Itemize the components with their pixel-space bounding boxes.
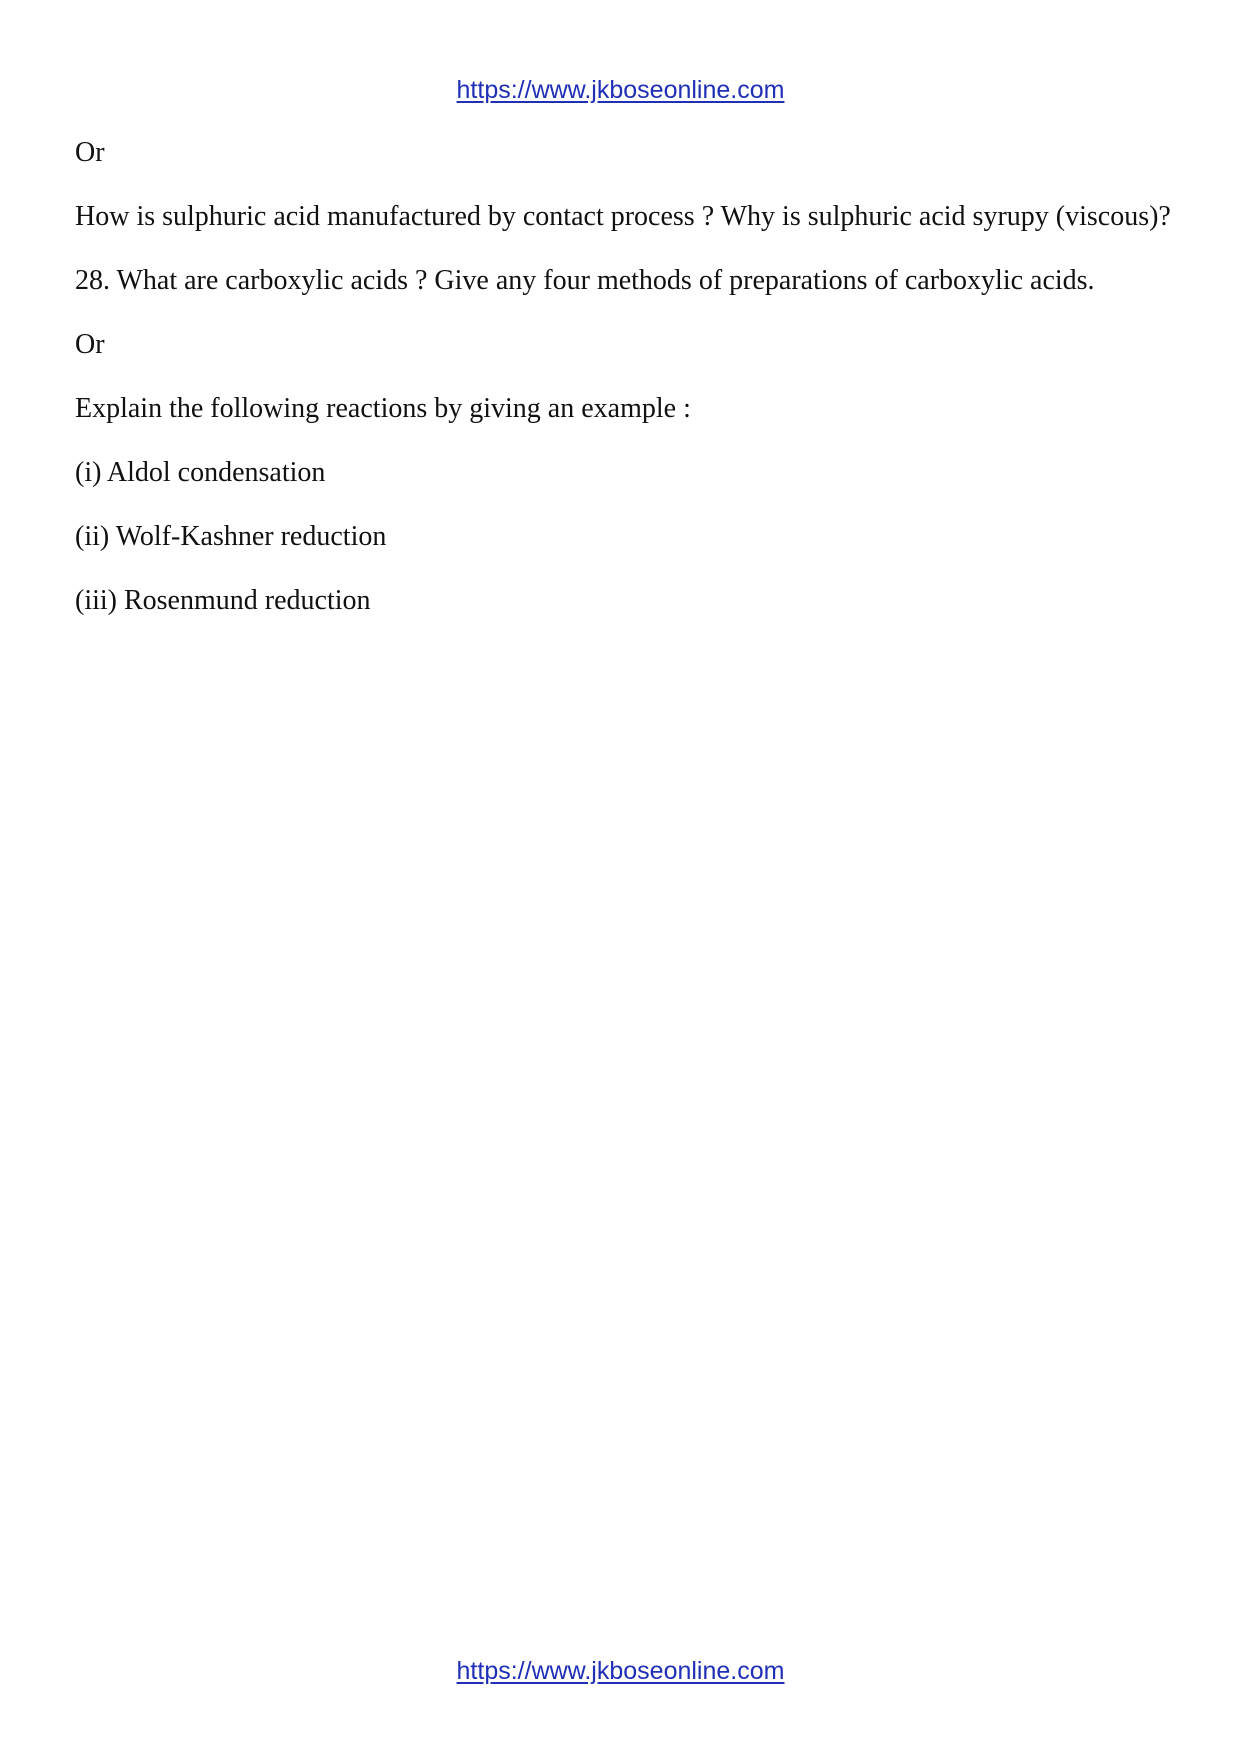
footer-url-link[interactable]: https://www.jkboseonline.com	[456, 1657, 785, 1685]
header-url-link[interactable]: https://www.jkboseonline.com	[456, 76, 785, 104]
question-sulphuric-acid: How is sulphuric acid manufactured by contact process ? Why is sulphuric acid syrupy (viscous)?	[75, 201, 1171, 232]
reaction-item-2: (ii) Wolf-Kashner reduction	[75, 521, 387, 552]
or-separator-2: Or	[75, 329, 105, 360]
question-28: 28. What are carboxylic acids ? Give any four methods of preparations of carboxylic acids.	[75, 265, 1095, 296]
or-separator-1: Or	[75, 137, 105, 168]
question-explain-reactions: Explain the following reactions by giving an example :	[75, 393, 691, 424]
question-content	[75, 134, 1175, 646]
page-header	[0, 75, 1241, 105]
reaction-item-1: (i) Aldol condensation	[75, 457, 326, 488]
reaction-item-3: (iii) Rosenmund reduction	[75, 585, 371, 616]
page-footer	[0, 1656, 1241, 1686]
